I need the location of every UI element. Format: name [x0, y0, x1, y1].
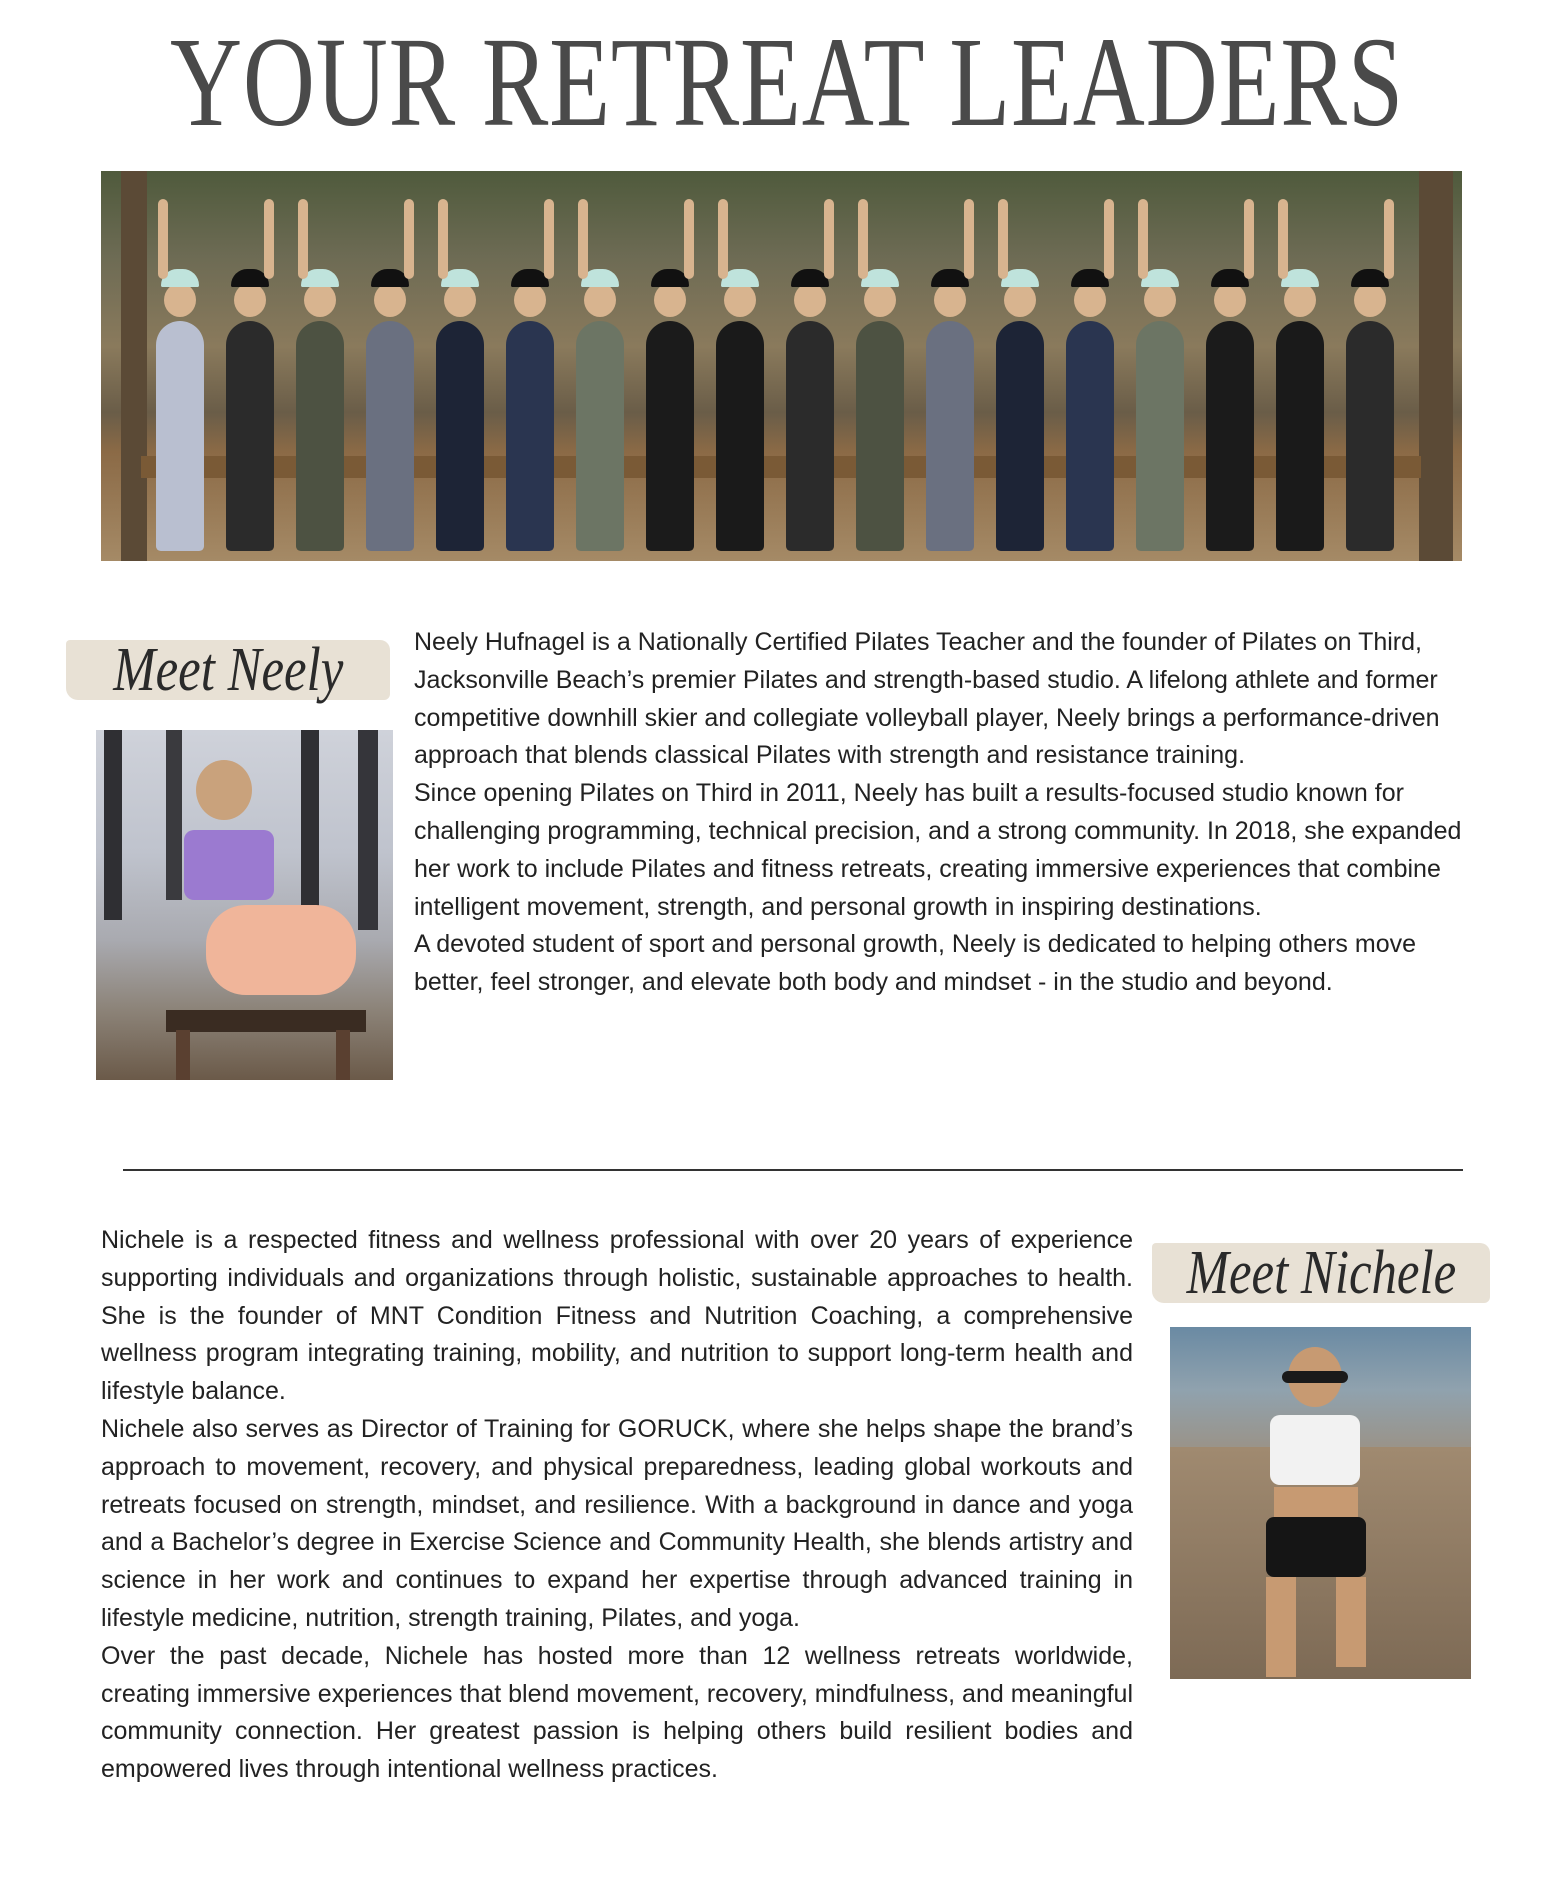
raised-arm — [298, 199, 308, 279]
group-member-head — [444, 283, 476, 317]
page-title: YOUR RETREAT LEADERS — [169, 11, 1405, 153]
raised-arm — [404, 199, 414, 279]
raised-arm — [264, 199, 274, 279]
group-member-figure — [1206, 321, 1254, 551]
raised-arm — [1244, 199, 1254, 279]
group-member-figure — [436, 321, 484, 551]
group-member-head — [1074, 283, 1106, 317]
group-member-figure — [1136, 321, 1184, 551]
group-member-head — [864, 283, 896, 317]
group-member-head — [934, 283, 966, 317]
group-member-figure — [646, 321, 694, 551]
group-member-figure — [786, 321, 834, 551]
group-member-head — [654, 283, 686, 317]
meet-nichele-tag — [1152, 1238, 1490, 1307]
neely-bio-paragraph-2: Since opening Pilates on Third in 2011, Neely has built a results-focused studio known for challenging programming, technical precision, and a strong community. In 2018, she expanded her work to include Pilates and fitness retreats, creating immersive experiences that combine intelligent movement, strength, and personal growth in inspiring destinations. — [414, 779, 1462, 921]
raised-arm — [438, 199, 448, 279]
meet-nichele-label: Meet Nichele — [1186, 1238, 1456, 1307]
group-member-figure — [856, 321, 904, 551]
raised-arm — [1138, 199, 1148, 279]
raised-arm — [684, 199, 694, 279]
neely-bio — [414, 624, 1474, 1002]
group-member-head — [514, 283, 546, 317]
group-member-figure — [926, 321, 974, 551]
group-member-figure — [576, 321, 624, 551]
group-member-head — [1284, 283, 1316, 317]
group-member-figure — [716, 321, 764, 551]
meet-neely-tag — [66, 635, 390, 704]
section-divider — [123, 1169, 1463, 1171]
group-member-head — [794, 283, 826, 317]
neely-photo — [96, 730, 393, 1080]
raised-arm — [998, 199, 1008, 279]
group-member-figure — [1066, 321, 1114, 551]
group-member-figure — [1276, 321, 1324, 551]
group-member-figure — [296, 321, 344, 551]
group-member-head — [1004, 283, 1036, 317]
nichele-bio — [101, 1222, 1133, 1789]
group-member-figure — [156, 321, 204, 551]
raised-arm — [544, 199, 554, 279]
group-member-head — [1144, 283, 1176, 317]
raised-arm — [158, 199, 168, 279]
raised-arm — [824, 199, 834, 279]
neely-bio-paragraph-3: A devoted student of sport and personal growth, Neely is dedicated to helping others move better, feel stronger, and elevate both body and mindset - in the studio and beyond. — [414, 930, 1417, 997]
nichele-bio-paragraph-2: Nichele also serves as Director of Training for GORUCK, where she helps shape the brand’s approach to movement, recovery, and physical preparedness, leading global workouts and retreats focused on strength, mindset, and resilience. With a background in dance and yoga and a Bachelor’s degree in Exercise Science and Community Health, she blends artistry and science in her work and continues to expand her expertise through advanced training in lifestyle medicine, nutrition, strength training, Pilates, and yoga. — [101, 1414, 1133, 1632]
group-member-head — [304, 283, 336, 317]
group-member-head — [584, 283, 616, 317]
raised-arm — [1384, 199, 1394, 279]
raised-arm — [964, 199, 974, 279]
group-member-figure — [506, 321, 554, 551]
group-member-head — [1214, 283, 1246, 317]
group-member-head — [234, 283, 266, 317]
raised-arm — [718, 199, 728, 279]
raised-arm — [858, 199, 868, 279]
nichele-bio-paragraph-1: Nichele is a respected fitness and wellness professional with over 20 years of experience supporting individuals and organizations through holistic, sustainable approaches to health. She is the founder of MNT Condition Fitness and Nutrition Coaching, a comprehensive wellness program integrating training, mobility, and nutrition to support long-term health and lifestyle balance. — [101, 1226, 1133, 1406]
group-member-figure — [1346, 321, 1394, 551]
group-photo — [101, 171, 1462, 561]
group-member-head — [374, 283, 406, 317]
group-member-figure — [226, 321, 274, 551]
group-member-figure — [366, 321, 414, 551]
nichele-bio-paragraph-3: Over the past decade, Nichele has hosted more than 12 wellness retreats worldwide, creating immersive experiences that blend movement, recovery, mindfulness, and meaningful community connection. Her greatest passion is helping others build resilient bodies and empowered lives through intentional wellness practices. — [101, 1641, 1133, 1784]
raised-arm — [1278, 199, 1288, 279]
group-member-head — [1354, 283, 1386, 317]
group-member-figure — [996, 321, 1044, 551]
raised-arm — [1104, 199, 1114, 279]
group-member-head — [724, 283, 756, 317]
raised-arm — [578, 199, 588, 279]
group-member-head — [164, 283, 196, 317]
neely-bio-paragraph-1: Neely Hufnagel is a Nationally Certified Pilates Teacher and the founder of Pilates on Third, Jacksonville Beach’s premier Pilates and strength-based studio. A lifelong athlete and former competitive downhill skier and collegiate volleyball player, Neely brings a performance-driven approach that blends classical Pilates with strength and resistance training. — [414, 628, 1440, 770]
nichele-photo — [1170, 1327, 1471, 1679]
meet-neely-label: Meet Neely — [112, 635, 344, 704]
